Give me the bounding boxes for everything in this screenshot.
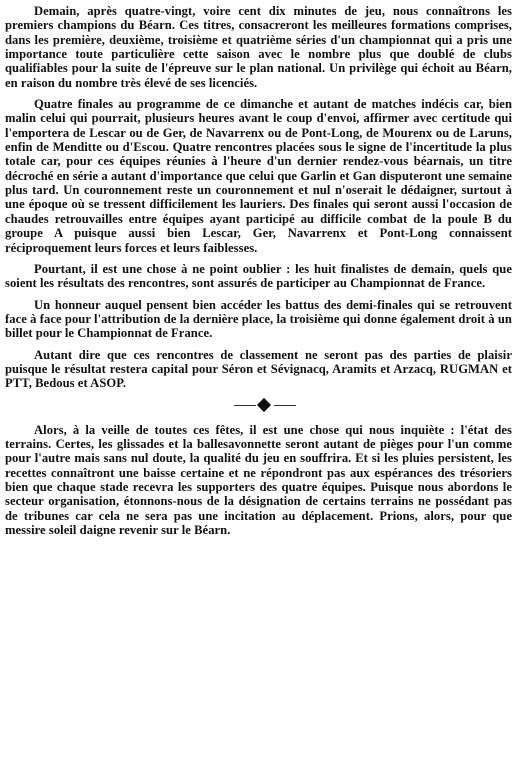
- paragraph-intro: Demain, après quatre-vingt, voire cent dix minutes de jeu, nous connaîtrons les premiers champions du Béarn. Ces titres, consacreront les meilleures formations comprises, dans les première, deuxième, troisième et quatrième séries d'un championnat qui a pris une importance toute particulière cette saison avec le nombre plus que doublé de clubs qualifiables pour la suite de l'épreuve sur le plan national. Un privilège qui échoit au Béarn, en raison du nombre très élevé de ses licenciés.: [5, 4, 512, 90]
- divider-rule-right: [274, 405, 296, 406]
- paragraph-pitch-conditions: Alors, à la veille de toutes ces fêtes, il est une chose qui nous inquiète : l'état des terrains. Certes, les glissades et la ballesavonnette seront autant de pièges pour l'un comme pour l'autre mais sans nul doute, la qualité du jeu en souffrira. Et si les pluies persistent, les recettes connaîtront une baisse certaine et ne répondront pas aux espérances des trésoriers bien que chaque stade recevra les supporters des quatre équipes. Puisque nous abordons le secteur organisation, étonnons-nous de la désignation de certains terrains ne possédant pas de tribunes car cela ne sera pas une incitation au déplacement. Prions, alors, pour que messire soleil daigne revenir sur le Béarn.: [5, 422, 512, 537]
- paragraph-classification-matches: Autant dire que ces rencontres de classement ne seront pas des parties de plaisir puisque le résultat restera capital pour Séron et Sévignacq, Aramits et Arzacq, RUGMAN et PTT, Bedous et ASOP.: [5, 347, 512, 391]
- section-divider: [5, 395, 512, 417]
- diamond-ornament-icon: [257, 398, 271, 412]
- paragraph-semifinal-losers: Un honneur auquel pensent bien accéder les battus des demi-finales qui se retrouvent face à face pour l'attribution de la dernière place, la troisième qui donne également droit à un billet pour le Championnat de France.: [5, 297, 512, 341]
- paragraph-finals: Quatre finales au programme de ce dimanche et autant de matches indécis car, bien malin celui qui pourrait, plusieurs heures avant le coup d'envoi, affirmer avec certitude qui l'emportera de Lescar ou de Ger, de Navarrenx ou de Pont-Long, de Mourenx ou de Laruns, enfin de Menditte ou d'Escou. Quatre rencontres placées sous le signe de l'incertitude la plus totale car, pour ces équipes réunies à l'heure d'un dernier rendez-vous béarnais, un titre décroché en série a autant d'importance que celui que Garlin et Gan disputeront une semaine plus tard. Un couronnement reste un couronnement et nul n'oserait le dédaigner, surtout à une époque où se tressent difficilement les lauriers. Des finales qui seront aussi l'occasion de chaudes retrouvailles entre équipes ayant participé au difficile combat de la poule B du groupe A puisque aussi bien Lescar, Ger, Navarrenx et Pont-Long connaissent réciproquement leurs forces et leurs faiblesses.: [5, 97, 512, 255]
- paragraph-finalists: Pourtant, il est une chose à ne point oublier : les huit finalistes de demain, quels que soient les résultats des rencontres, sont assurés de participer au Championnat de France.: [5, 261, 512, 291]
- divider-rule-left: [234, 405, 256, 406]
